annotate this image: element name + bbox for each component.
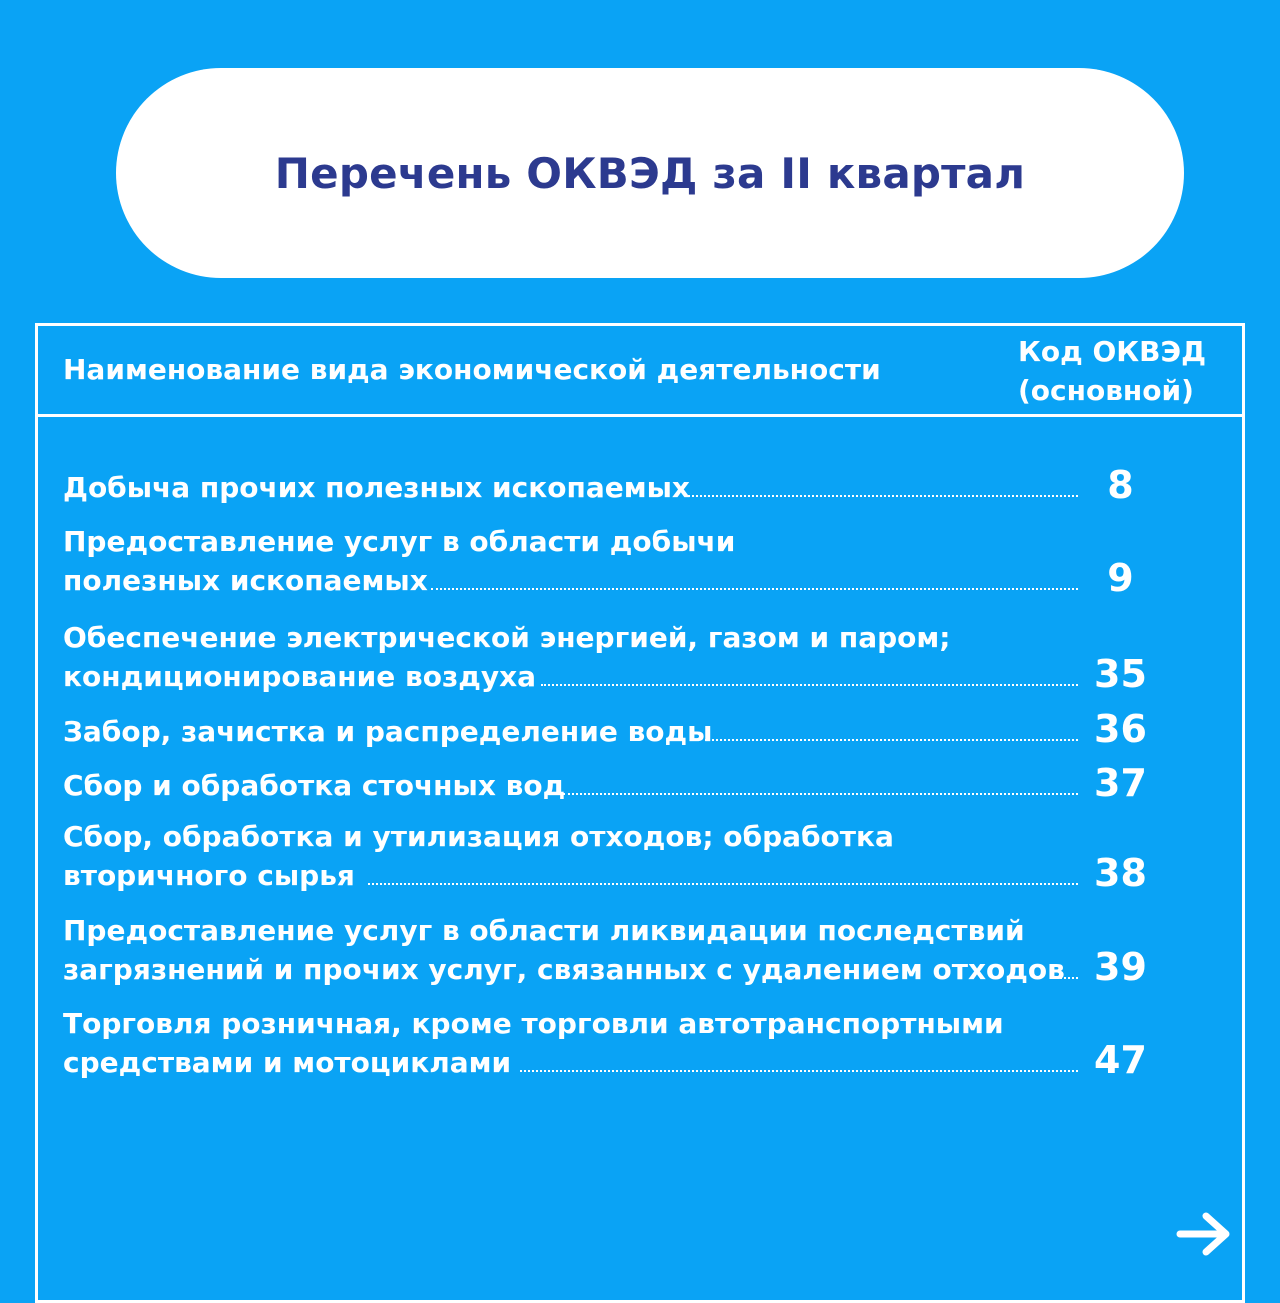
row-name-line2: вторичного сырья [63,859,355,892]
header-code-line1: Код ОКВЭД [1018,335,1207,368]
dotted-leader [431,588,1078,590]
table-row [63,911,1153,989]
row-name-line1: Сбор и обработка сточных вод [63,769,566,802]
row-activity-name [63,712,712,751]
header-okved-code [1018,332,1206,410]
dotted-leader [1051,977,1078,979]
page-title: Перечень ОКВЭД за II квартал [274,148,1026,198]
table-header [38,326,1242,417]
row-okved-code: 39 [1094,945,1147,989]
row-okved-code: 9 [1107,556,1134,600]
table-row [63,817,1153,895]
row-name-line2: полезных ископаемых [63,564,428,597]
row-name-line1: Предоставление услуг в области ликвидации последствий [63,914,1025,947]
dotted-leader [688,495,1078,497]
row-okved-code: 8 [1107,463,1134,507]
row-name-line1: Предоставление услуг в области добычи [63,525,736,558]
dotted-leader [541,684,1078,686]
table-row [63,1004,1153,1082]
header-code-line2: (основной) [1018,374,1194,407]
row-name-line1: Забор, зачистка и распределение воды [63,715,713,748]
table-row [63,761,1153,805]
title-banner [116,68,1184,278]
row-name-line1: Добыча прочих полезных ископаемых [63,471,690,504]
row-okved-code: 38 [1094,851,1147,895]
row-name-line1: Обеспечение электрической энергией, газом и паром; [63,621,951,654]
row-activity-name [63,468,690,507]
row-name-line1: Торговля розничная, кроме торговли автотранспортными [63,1007,1004,1040]
row-okved-code: 37 [1094,761,1147,805]
row-activity-name [63,766,565,805]
row-name-line2: кондиционирование воздуха [63,660,537,693]
table-row [63,618,1153,696]
dotted-leader [520,1070,1078,1072]
table-row [63,707,1153,751]
dotted-leader [563,793,1078,795]
row-okved-code: 47 [1094,1038,1147,1082]
row-okved-code: 36 [1094,707,1147,751]
table-row [63,522,1153,600]
dotted-leader [705,739,1078,741]
okved-table [35,323,1245,1303]
row-activity-name [63,911,1065,989]
row-okved-code: 35 [1094,652,1147,696]
table-row [63,463,1153,507]
arrow-right-icon[interactable] [1176,1210,1234,1258]
row-name-line1: Сбор, обработка и утилизация отходов; обработка [63,820,894,853]
row-name-line2: загрязнений и прочих услуг, связанных с удалением отходов [63,953,1065,986]
row-name-line2: средствами и мотоциклами [63,1046,512,1079]
dotted-leader [368,883,1078,885]
header-activity-name: Наименование вида экономической деятельности [63,353,881,386]
